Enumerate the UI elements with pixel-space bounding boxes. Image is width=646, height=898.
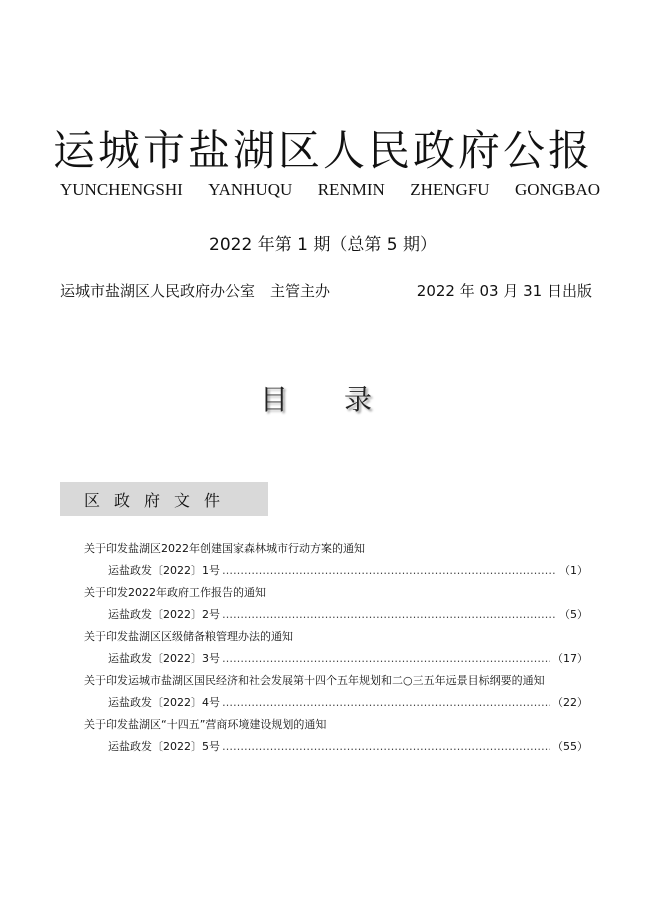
toc-entry-title: 关于印发盐湖区区级储备粮管理办法的通知 (84, 630, 293, 643)
toc-entry-page: （5） (559, 608, 588, 621)
toc-entry-doc-number: 运盐政发〔2022〕4号 (108, 696, 220, 709)
toc-entry-page: （55） (552, 740, 588, 753)
dot-leader (222, 736, 550, 758)
gazette-title: 运城市盐湖区人民政府公报 (52, 126, 593, 175)
pinyin-word: ZHENGFU (410, 180, 490, 199)
toc-entry[interactable] (84, 714, 588, 758)
toc-entry[interactable] (84, 538, 588, 582)
toc-entry-page: （17） (552, 652, 588, 665)
toc-entry-doc-line (108, 604, 588, 626)
pinyin-word: YANHUQU (208, 180, 293, 199)
toc-entry-doc-line (108, 692, 588, 714)
toc-entry-title: 关于印发2022年政府工作报告的通知 (84, 586, 266, 599)
toc-entry-doc-line (108, 560, 588, 582)
toc-entry-doc-number: 运盐政发〔2022〕2号 (108, 608, 220, 621)
dot-leader (222, 648, 550, 670)
toc-entry-title: 关于印发盐湖区2022年创建国家森林城市行动方案的通知 (84, 542, 365, 555)
pinyin-title (60, 180, 600, 200)
toc-heading: 目 录 (259, 383, 386, 416)
issue-number: 2022 年第 1 期（总第 5 期） (209, 235, 437, 255)
publisher: 运城市盐湖区人民政府办公室 主管主办 (60, 282, 331, 300)
toc-list (84, 538, 588, 758)
toc-entry-doc-number: 运盐政发〔2022〕1号 (108, 564, 220, 577)
toc-entry-page: （1） (559, 564, 588, 577)
toc-entry[interactable] (84, 670, 588, 714)
pinyin-word: RENMIN (317, 180, 385, 199)
toc-entry[interactable] (84, 582, 588, 626)
toc-entry-doc-number: 运盐政发〔2022〕3号 (108, 652, 220, 665)
publication-date: 2022 年 03 月 31 日出版 (416, 282, 592, 300)
pinyin-word: YUNCHENGSHI (60, 180, 183, 199)
toc-entry-doc-line (108, 736, 588, 758)
dot-leader (222, 692, 550, 714)
toc-entry-title: 关于印发盐湖区“十四五”营商环境建设规划的通知 (84, 718, 327, 731)
toc-entry-doc-number: 运盐政发〔2022〕5号 (108, 740, 220, 753)
dot-leader (222, 604, 556, 626)
dot-leader (222, 560, 556, 582)
toc-entry[interactable] (84, 626, 588, 670)
toc-entry-doc-line (108, 648, 588, 670)
pinyin-word: GONGBAO (515, 180, 600, 199)
toc-entry-page: （22） (552, 696, 588, 709)
toc-entry-title: 关于印发运城市盐湖区国民经济和社会发展第十四个五年规划和二○三五年远景目标纲要的通知 (84, 674, 545, 687)
section-heading: 区政府文件 (60, 482, 268, 516)
